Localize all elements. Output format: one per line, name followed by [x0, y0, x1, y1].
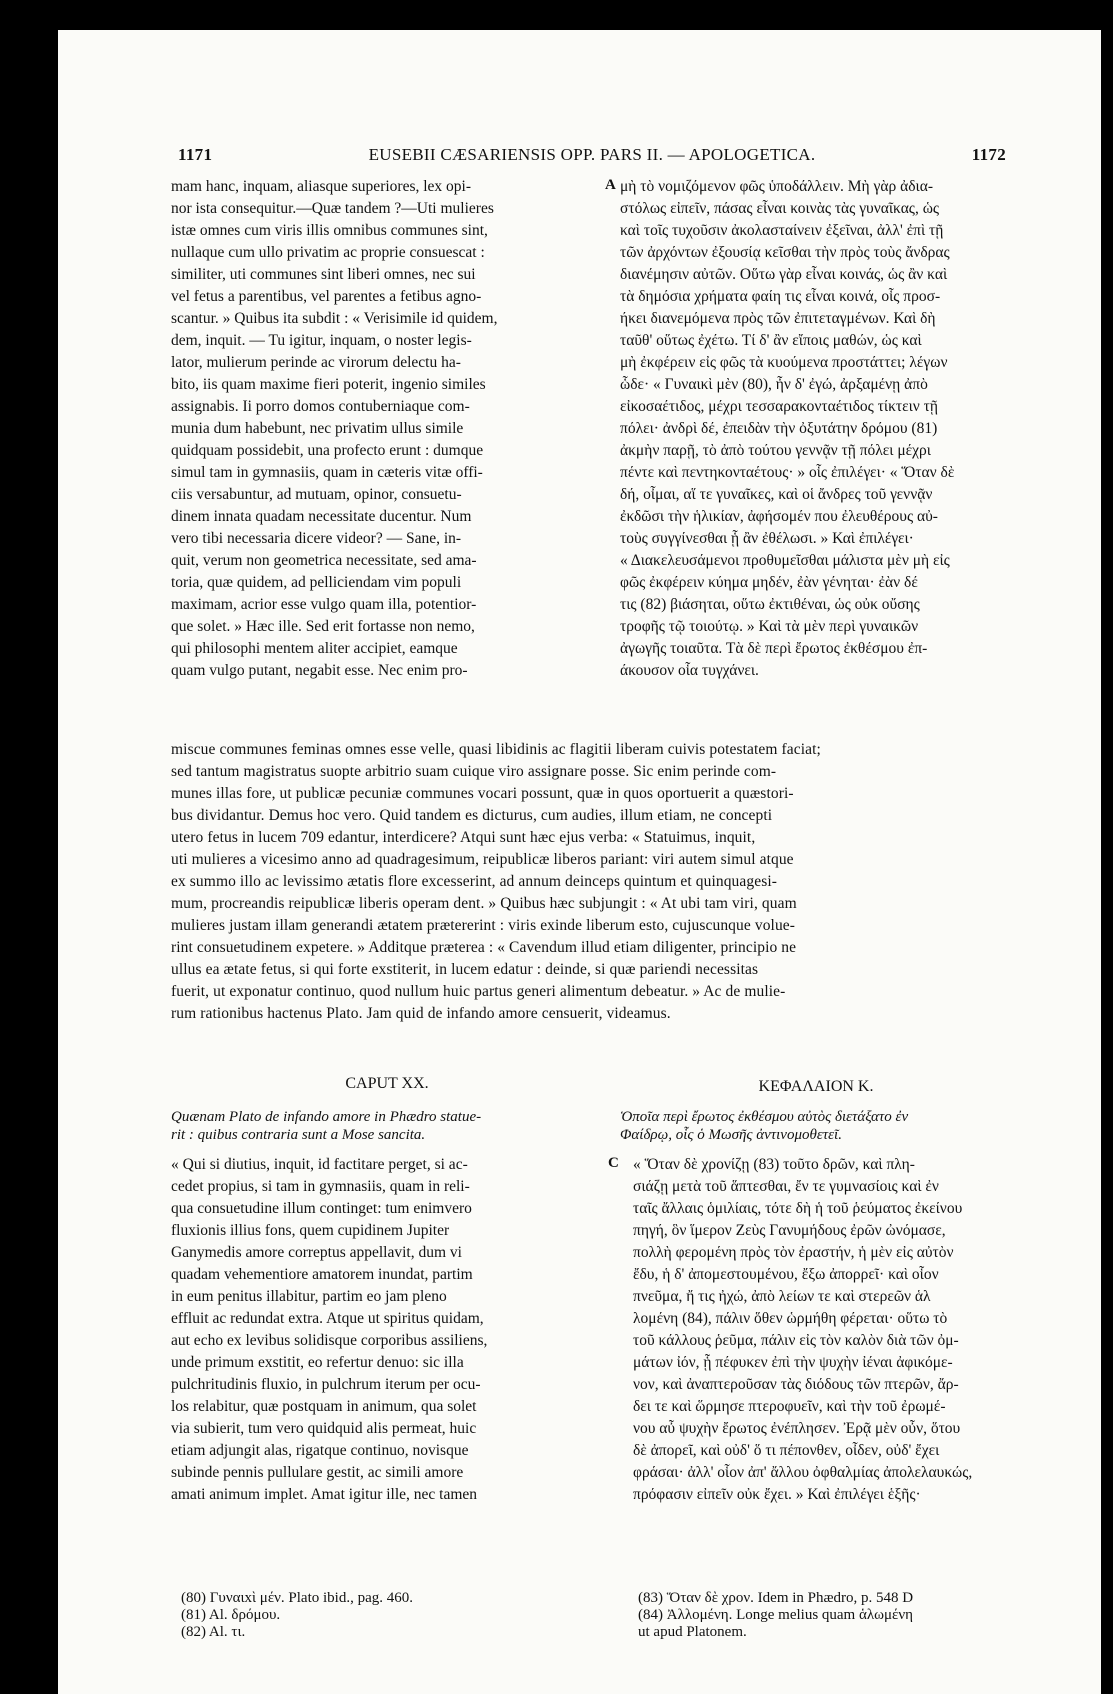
latin-fullwidth-text: [171, 739, 1013, 1025]
text-line: fluxionis illius fons, quem cupidinem Jupiter: [171, 1222, 450, 1239]
text-line: νου αὖ ψυχὴν ἔρωτος ἐνέπλησεν. Ἐρᾷ μὲν οὖν, ὅτου: [633, 1420, 961, 1437]
text-line: τροφῆς τῷ τοιούτῳ. » Καὶ τὰ μὲν περὶ γυναικῶν: [620, 618, 919, 635]
text-line: aut echo ex levibus solidisque corporibus assiliens,: [171, 1332, 488, 1349]
text-line: mulieres justam illam generandi ætatem prætererint : viris exinde liberum esto, cujuscunque volue-: [171, 917, 796, 934]
text-line: quadam vehementiore amatorem inundat, partim: [171, 1266, 473, 1283]
text-line: « Διακελευσάμενοι προθυμεῖσθαι μάλιστα μὲν μὴ εἰς: [620, 552, 950, 569]
text-line: λομένη (84), πάλιν ὅθεν ὡρμήθη φέρεται· οὕτω τὸ: [633, 1310, 948, 1327]
text-line: lator, mulierum perinde ac virorum delectu ha-: [171, 354, 461, 371]
text-line: πρόφασιν εἰπεῖν οὐκ ἔχει. » Καὶ ἐπιλέγει ἑξῆς·: [633, 1486, 921, 1503]
text-line: τὰ δημόσια χρήματα φαίη τις εἶναι κοινά, οἷς προσ-: [620, 288, 941, 305]
text-line: munes illas fore, ut publicæ pecuniæ communes vocari possunt, quæ in quos oportuerit a quæstori-: [171, 785, 794, 802]
text-line: ταῦθ' οὕτως ἐχέτω. Τί δ' ἂν εἴποις μαθών, ὡς καὶ: [620, 332, 922, 349]
text-line: assignabis. Ii porro domos contuberniaque com-: [171, 398, 470, 415]
chapter-subtitle-greek: [620, 1108, 1012, 1144]
text-line: maximam, acrior esse vulgo quam illa, potentior-: [171, 596, 477, 613]
subtitle-line: rit : quibus contraria sunt a Mose sancita.: [171, 1127, 426, 1143]
text-line: unde primum exstitit, eo refertur denuo: sic illa: [171, 1354, 464, 1371]
text-line: πνεῦμα, ἤ τις ἠχώ, ἀπὸ λείων τε καὶ στερεῶν ἁλ: [633, 1288, 931, 1305]
text-line: σιάζῃ μετὰ τοῦ ἅπτεσθαι, ἔν τε γυμνασίοις καὶ ἐν: [633, 1178, 939, 1195]
page-number-right: 1172: [971, 145, 1006, 164]
text-line: mum, procreandis reipublicæ liberis operam dent. » Quibus hæc subjungit : « At ubi tam viri, quam: [171, 895, 797, 912]
text-line: nullaque cum ullo privatim ac proprie consuescat :: [171, 244, 485, 261]
text-line: cedet propius, si tam in gymnasiis, quam in reli-: [171, 1178, 470, 1195]
text-line: in eum penitus illabitur, partim eo jam pleno: [171, 1288, 447, 1305]
text-line: etiam adjungit alas, rigatque continuo, novisque: [171, 1442, 469, 1459]
text-line: τοὺς συγγίνεσθαι ᾗ ἂν ἐθέλωσι. » Καὶ ἐπιλέγει·: [620, 530, 914, 547]
text-line: qui philosophi mentem aliter accipiet, eamque: [171, 640, 458, 657]
text-line: scantur. » Quibus ita subdit : « Verisimile id quidem,: [171, 310, 498, 327]
chapter-subtitle-latin: [171, 1108, 603, 1144]
text-line: τοῦ κάλλους ῥεῦμα, πάλιν εἰς τὸν καλὸν διὰ τῶν ὀμ-: [633, 1332, 959, 1349]
footnotes-left: [181, 1590, 601, 1641]
page-number-left: 1171: [178, 145, 213, 164]
text-line: μὴ τὸ νομιζόμενον φῶς ὑποδάλλειν. Μὴ γὰρ ἀδια-: [620, 178, 933, 195]
text-line: dinem innata quadam necessitate ducentur. Num: [171, 508, 472, 525]
caput-heading-latin: CAPUT XX.: [345, 1075, 429, 1092]
running-title: EUSEBII CÆSARIENSIS OPP. PARS II. — APOLOGETICA.: [368, 145, 816, 164]
text-line: φράσαι· ἀλλ' οἷον ἀπ' ἄλλου ὀφθαλμίας ἀπολελαυκώς,: [633, 1464, 973, 1481]
text-line: ἐκδῶσι τὴν ἡλικίαν, ἀφήσομέν που ἐλευθέρους αὐ-: [620, 508, 938, 525]
text-line: πηγή, ὃν ἵμερον Ζεὺς Γανυμήδους ἐρῶν ὠνόμασε,: [633, 1222, 946, 1239]
greek-column-top: [620, 176, 1012, 682]
text-line: quit, verum non geometrica necessitate, sed ama-: [171, 552, 477, 569]
text-line: πόλει· ἀνδρὶ δέ, ἐπειδὰν τὴν ὀξυτάτην δρόμου (81): [620, 420, 938, 437]
text-line: vel fetus a parentibus, vel parentes a fetibus agno-: [171, 288, 482, 305]
text-line: ταῖς ἄλλαις ὁμιλίαις, τότε δὴ ἡ τοῦ ῥεύματος ἐκείνου: [633, 1200, 963, 1217]
text-line: καὶ τοῖς τυχοῦσιν ἀκολασταίνειν ἐξεῖναι, ἀλλ' ἐπὶ τῇ: [620, 222, 944, 239]
text-line: τῶν ἀρχόντων ἐξουσίᾳ κεῖσθαι τὴν πρὸς τοὺς ἄνδρας: [620, 244, 950, 261]
text-line: mam hanc, inquam, aliasque superiores, lex opi-: [171, 178, 472, 195]
text-line: « Qui si diutius, inquit, id factitare perget, si ac-: [171, 1156, 468, 1173]
text-line: μάτων ἰόν, ᾗ πέφυκεν ἐπὶ τὴν ψυχὴν ἰέναι ἀφικόμε-: [633, 1354, 953, 1371]
text-line: ullus ea ætate fetus, si qui forte exstiterit, in lucem edatur : deinde, si quæ pariendi necessitas: [171, 961, 759, 978]
greek-column-bottom: [633, 1154, 1013, 1506]
text-line: nor ista consequitur.—Quæ tandem ?—Uti mulieres: [171, 200, 494, 217]
margin-marker-a: A: [605, 177, 616, 193]
text-line: toria, quæ quidem, ad pelliciendam vim populi: [171, 574, 462, 591]
text-line: uti mulieres a vicesimo anno ad quadragesimum, reipublicæ liberos pariant: viri autem simul atque: [171, 851, 794, 868]
text-line: vero tibi necessaria dicere videor? — Sane, in-: [171, 530, 462, 547]
text-line: bito, iis quam maxime fieri poterit, ingenio similes: [171, 376, 486, 393]
text-line: πολλὴ φερομένη πρὸς τὸν ἐραστήν, ἡ μὲν εἰς αὐτὸν: [633, 1244, 954, 1261]
text-line: ἔδυ, ἡ δ' ἀπομεστουμένου, ἔξω ἀπορρεῖ· καὶ οἷον: [633, 1266, 939, 1283]
text-line: « Ὅταν δὲ χρονίζῃ (83) τοῦτο δρῶν, καὶ πλη-: [633, 1156, 915, 1173]
text-line: quidquam possidebit, una profecto erunt : dumque: [171, 442, 484, 459]
text-line: quam vulgo putant, negabit esse. Nec enim pro-: [171, 662, 468, 679]
subtitle-line: Φαίδρῳ, οἷς ὁ Μωσῆς ἀντινομοθετεῖ.: [620, 1127, 842, 1143]
text-line: ήκει διανεμόμενα πρὸς τῶν ἐπιτεταγμένων. Καὶ δὴ: [620, 310, 936, 327]
text-line: simul tam in gymnasiis, quam in cæteris vitæ offi-: [171, 464, 483, 481]
text-line: munia dum habebunt, nec privatim ullus simile: [171, 420, 464, 437]
text-line: effluit ac redundat extra. Atque ut spiritus quidam,: [171, 1310, 484, 1327]
text-line: ὧδε· « Γυναικὶ μὲν (80), ἦν δ' ἐγώ, ἀρξαμένῃ ἀπὸ: [620, 376, 928, 393]
footnote-line: (83) Ὅταν δὲ χρον. Idem in Phædro, p. 548 D: [638, 1590, 914, 1606]
text-line: δή, οἶμαι, αἵ τε γυναῖκες, καὶ οἱ ἄνδρες τοῦ γεννᾷν: [620, 486, 933, 503]
text-line: στόλως εἰπεῖν, πάσας εἶναι κοινὰς τὰς γυναῖκας, ὡς: [620, 200, 940, 217]
text-line: Ganymedis amore correptus appellavit, dum vi: [171, 1244, 462, 1261]
footnote-line: (82) Al. τι.: [181, 1624, 246, 1640]
text-line: fuerit, ut exponatur continuo, quod nullum huic partus generi alimentum debeatur. » Ac de mulie-: [171, 983, 786, 1000]
text-line: δὲ ἀπορεῖ, καὶ οὐδ' ὅ τι πέπονθεν, οἶδεν, οὐδ' ἔχει: [633, 1442, 940, 1459]
text-line: νον, καὶ ἀναπτεροῦσαν τὰς διόδους τῶν πτερῶν, ἄρ-: [633, 1376, 959, 1393]
text-line: εἰκοσαέτιδος, μέχρι τεσσαρακονταέτιδος τίκτειν τῇ: [620, 398, 939, 415]
scanned-page: [58, 30, 1101, 1694]
text-line: ex summo illo ac levissimo ætatis flore excesserint, ad annum deinceps quintum et quinquagesi-: [171, 873, 778, 890]
text-line: ἀκμὴν παρῇ, τὸ ἀπὸ τούτου γεννᾷν τῇ πόλει μέχρι: [620, 442, 931, 459]
text-line: subinde pennis pullulare gestit, ac simili amore: [171, 1464, 464, 1481]
text-line: ciis versabuntur, ad mutuam, opinor, consuetu-: [171, 486, 462, 503]
footnote-line: (81) Al. δρόμου.: [181, 1607, 281, 1623]
subtitle-line: Ὁποῖα περὶ ἔρωτος ἐκθέσμου αὐτὸς διετάξατο ἐν: [620, 1109, 909, 1125]
running-header: [178, 145, 1006, 175]
text-line: utero fetus in lucem 709 edantur, interdicere? Atqui sunt hæc ejus verba: « Statuimus, inquit,: [171, 829, 756, 846]
text-line: miscue communes feminas omnes esse velle, quasi libidinis ac flagitii liberam cuivis potestatem faciat;: [171, 741, 821, 758]
text-line: πέντε καὶ πεντηκονταέτους· » οἷς ἐπιλέγει· « Ὅταν δὲ: [620, 464, 955, 481]
text-line: φῶς ἐκφέρειν κύημα μηδέν, ἐὰν γένηται· ἐὰν δέ: [620, 574, 918, 591]
text-line: διανέμησιν αὐτῶν. Οὕτω γὰρ εἶναι κοινάς, ὡς ἂν καὶ: [620, 266, 948, 283]
footnote-line: ut apud Platonem.: [638, 1624, 747, 1640]
text-line: rum rationibus hactenus Plato. Jam quid de infando amore censuerit, videamus.: [171, 1005, 671, 1022]
text-line: similiter, uti communes sint liberi omnes, nec sui: [171, 266, 476, 283]
text-line: sed tantum magistratus suopte arbitrio suam cuique viro assignare posse. Sic enim perinde com-: [171, 763, 777, 780]
latin-column-top: [171, 176, 603, 682]
text-line: δει τε καὶ ὥρμησε πτεροφυεῖν, καὶ τὴν τοῦ ἐρωμέ-: [633, 1398, 946, 1415]
text-line: los relabitur, quæ postquam in animum, qua solet: [171, 1398, 477, 1415]
text-line: bus dividantur. Demus hoc vero. Quid tandem es dicturus, cum audies, illum etiam, ne concepti: [171, 807, 773, 824]
subtitle-line: Quænam Plato de infando amore in Phædro statue-: [171, 1109, 482, 1125]
footnotes-right: [638, 1590, 1018, 1641]
text-line: istæ omnes cum viris illis omnibus communes sint,: [171, 222, 488, 239]
text-line: ἀγωγῆς τοιαῦτα. Τὰ δὲ περὶ ἔρωτος ἐκθέσμου ἐπ-: [620, 640, 928, 657]
text-line: άκουσον οἷα τυγχάνει.: [620, 662, 759, 679]
margin-marker-c: C: [608, 1155, 619, 1171]
text-line: μὴ ἐκφέρειν εἰς φῶς τὰ κυούμενα προστάττει; λέγων: [620, 354, 948, 371]
latin-column-bottom: [171, 1154, 603, 1506]
footnote-line: (80) Γυναιxὶ μέν. Plato ibid., pag. 460.: [181, 1590, 414, 1606]
text-line: τις (82) βιάσηται, οὕτω ἐκτιθέναι, ὡς οὐκ οὔσης: [620, 596, 920, 613]
text-line: qua consuetudine illum continget: tum enimvero: [171, 1200, 472, 1217]
text-line: amati animum implet. Amat igitur ille, nec tamen: [171, 1486, 478, 1503]
text-line: que solet. » Hæc ille. Sed erit fortasse non nemo,: [171, 618, 475, 635]
footnote-line: (84) Ἀλλομένη. Longe melius quam ἁλωμένη: [638, 1607, 913, 1623]
text-line: rint consuetudinem expetere. » Additque præterea : « Cavendum illud etiam diligenter, principio ne: [171, 939, 797, 956]
text-line: via subierit, tum vero quidquid alis permeat, huic: [171, 1420, 477, 1437]
text-line: pulchritudinis fluxio, in pulchrum iterum per ocu-: [171, 1376, 481, 1393]
caput-heading-greek: ΚΕΦΑΛΑΙΟΝ Κ.: [758, 1078, 874, 1095]
text-line: dem, inquit. — Tu igitur, inquam, o noster legis-: [171, 332, 472, 349]
